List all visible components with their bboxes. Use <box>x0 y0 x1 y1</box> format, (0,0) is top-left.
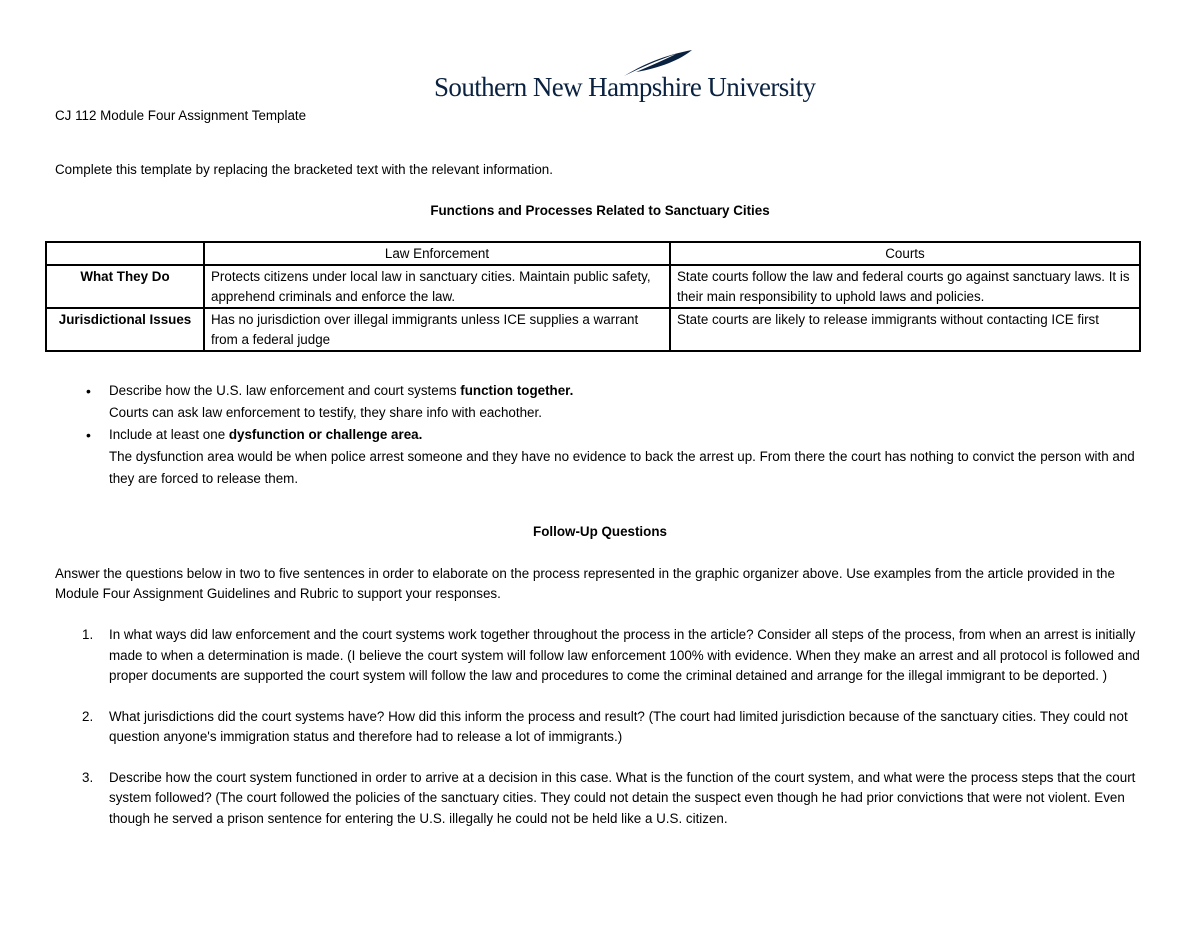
list-item <box>0 424 1150 490</box>
list-item <box>0 768 1145 830</box>
bullet-prompt: Include at least one dysfunction or challenge area. <box>109 427 423 442</box>
law-enforcement-cell: Protects citizens under local law in sanctuary cities. Maintain public safety, apprehend criminals and enforce the law. <box>204 265 670 308</box>
table-row <box>46 265 1140 308</box>
bullet-list <box>0 380 1150 490</box>
list-item <box>0 707 1145 748</box>
bullet-icon: • <box>86 427 91 443</box>
question-text: Describe how the court system functioned in order to arrive at a decision in this case. What is the function of the court system, and what were the process steps that the court system followed? (The court followed the policies of the sanctuary cities. They could not detain the suspect even though he had prior convictions that were not violent. Even though he served a prison sentence for entering the U.S. illegally he could not be held like a U.S. citizen. <box>109 769 1136 826</box>
question-number: 2. <box>82 708 94 724</box>
question-number: 1. <box>82 627 94 642</box>
list-item <box>0 625 1145 687</box>
quill-feather-icon <box>614 48 694 78</box>
row-label: Jurisdictional Issues <box>46 308 204 351</box>
bullet-answer: Courts can ask law enforcement to testify, they share info with eachother. <box>109 405 542 420</box>
law-enforcement-cell: Has no jurisdiction over illegal immigrants unless ICE supplies a warrant from a federal judge <box>204 308 670 351</box>
column-header: Courts <box>670 242 1140 265</box>
graphic-organizer-table <box>45 241 1141 352</box>
follow-up-heading: Follow-Up Questions <box>533 524 667 539</box>
table-header-row <box>46 242 1140 265</box>
follow-up-intro: Answer the questions below in two to five sentences in order to elaborate on the process represented in the graphic organizer above. Use examples from the article provided in the Module Four Assignment Guidelines and Rubric to support your responses. <box>55 566 1115 601</box>
question-number: 3. <box>82 769 94 785</box>
question-text: In what ways did law enforcement and the court systems work together throughout the process in the article? Consider all steps of the process, from when an arrest is initially made to when a determination is made. (I believe the court system will follow law enforcement 100% with evidence. When they make an arrest and all protocol is followed and proper documents are supported the court system will follow the law and procedures to come the criminal detained and arrange for the illegal immigrant to be deported. ) <box>109 627 1140 683</box>
courts-cell: State courts are likely to release immigrants without contacting ICE first <box>670 308 1140 351</box>
organizer-heading: Functions and Processes Related to Sanctuary Cities <box>430 203 770 218</box>
bullet-icon: • <box>86 383 91 399</box>
document-title: CJ 112 Module Four Assignment Template <box>55 108 307 123</box>
bullet-answer: The dysfunction area would be when police arrest someone and they have no evidence to back the arrest up. From there the court has nothing to convict the person with and they are forced to release them. <box>109 449 1135 486</box>
template-instructions: Complete this template by replacing the bracketed text with the relevant information. <box>55 162 553 177</box>
column-header: Law Enforcement <box>204 242 670 265</box>
row-label: What They Do <box>46 265 204 308</box>
list-item <box>0 380 1150 424</box>
bullet-prompt: Describe how the U.S. law enforcement and court systems function together. <box>109 383 574 398</box>
logo-wordmark: Southern New Hampshire University <box>434 72 816 102</box>
university-logo <box>434 48 816 110</box>
question-text: What jurisdictions did the court systems have? How did this inform the process and result? (The court had limited jurisdiction because of the sanctuary cities. They could not question anyone's immigration status and therefore had to release a lot of immigrants.) <box>109 708 1128 744</box>
column-header <box>46 242 204 265</box>
question-list <box>0 625 1145 849</box>
courts-cell: State courts follow the law and federal courts go against sanctuary laws. It is their main responsibility to uphold laws and policies. <box>670 265 1140 308</box>
table-row <box>46 308 1140 351</box>
